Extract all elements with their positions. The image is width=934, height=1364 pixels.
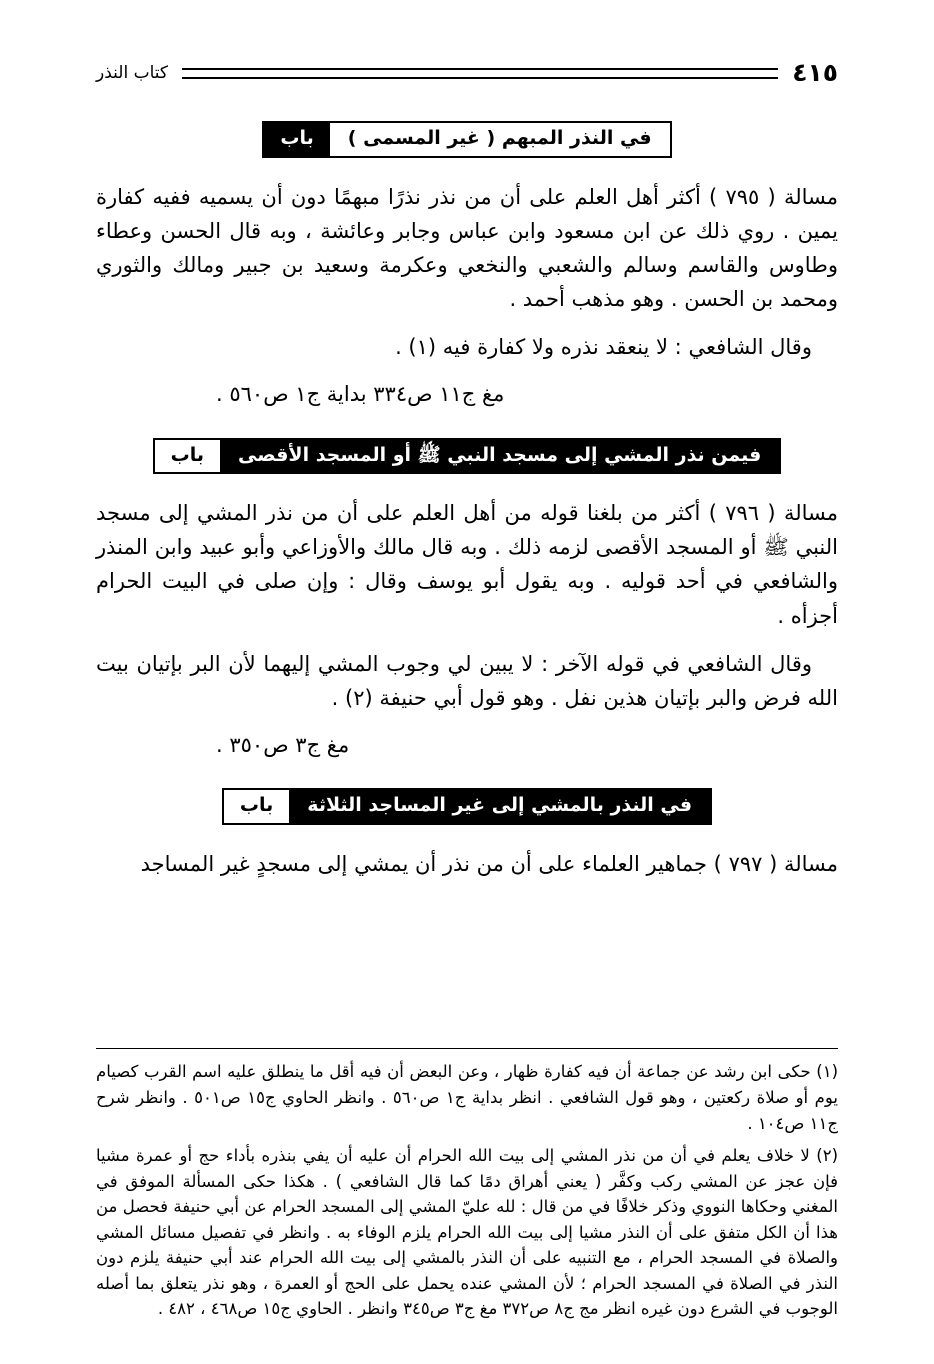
section-heading-2 <box>96 438 838 475</box>
section-heading-1-label: باب <box>264 123 329 156</box>
section-heading-3-label: باب <box>224 790 289 823</box>
section-2-paragraph-1: مسالة ( ٧٩٦ ) أكثر من بلغنا قوله من أهل العلم على أن من نذر المشي إلى مسجد النبي ﷺ أو المسجد الأقصى لزمه ذلك . وبه قال مالك والأوزاعي وأبو عبيد وابن المنذر والشافعي في أحد قوليه . وبه يقول أبو يوسف وقال : وإن صلى في البيت الحرام أجزأه . <box>96 501 838 628</box>
section-1-reference: مغ ج١١ ص٣٣٤ بداية ج١ ص٥٦٠ . <box>216 381 505 406</box>
footnote-1: (١) حكى ابن رشد عن جماعة أن فيه كفارة ظهار ، وعن البعض أن فيه أقل ما ينطلق عليه اسم القرب كصيام يوم أو صلاة ركعتين ، وهو قول الشافعي . انظر بداية ج١ ص٥٦٠ . وانظر الحاوي ج١٥ ص٥٠١ . وانظر شرح ج١١ ص١٠٤ . <box>96 1062 838 1133</box>
section-heading-2-text: فيمن نذر المشي إلى مسجد النبي ﷺ أو المسجد الأقصى <box>220 440 779 473</box>
section-heading-1 <box>96 121 838 158</box>
section-heading-1-text: في النذر المبهم ( غير المسمى ) <box>330 123 670 156</box>
section-3-paragraph-1: مسالة ( ٧٩٧ ) جماهير العلماء على أن من نذر أن يمشي إلى مسجدٍ غير المساجد <box>140 852 838 877</box>
page-header <box>96 60 838 87</box>
section-heading-3-text: في النذر بالمشي إلى غير المساجد الثلاثة <box>289 790 710 823</box>
header-divider-rule <box>182 68 778 79</box>
section-1-paragraph-1: مسالة ( ٧٩٥ ) أكثر أهل العلم على أن من نذر نذرًا مبهمًا دون أن يسميه ففيه كفارة يمين . روي ذلك عن ابن مسعود وابن عباس وجابر وعائشة ، وبه قال الحسن وعطاء وطاوس والقاسم وسالم والشعبي والنخعي وعكرمة وسعيد بن جبير ومالك والثوري ومحمد بن الحسن . وهو مذهب أحمد . <box>96 184 838 311</box>
page-number: ٤١٥ <box>792 58 838 87</box>
section-2-paragraph-2: وقال الشافعي في قوله الآخر : لا يبين لي وجوب المشي إليهما لأن البر بإتيان بيت الله فرض والبر بإتيان هذين نفل . وهو قول أبي حنيفة (٢) . <box>96 651 838 710</box>
footnotes-block <box>96 1048 838 1322</box>
section-heading-3 <box>96 788 838 825</box>
section-heading-2-label: باب <box>155 440 220 473</box>
book-title: كتاب النذر <box>96 63 168 83</box>
footnote-2: (٢) لا خلاف يعلم في أن من نذر المشي إلى بيت الله الحرام أن عليه أن يفي بنذره بأداء حج أو عمرة مشيا فإن عجز عن المشي ركب وكفَّر ( يعني أهراق دمًا كما قال الشافعي ) . هكذا حكى المسألة الموفق في المغني وحكاها النووي وذكر خلافًا في من قال : لله عليّ المشي إلى المسجد الحرام عن أبي حنيفة فحصل من هذا أن الكل متفق على أن النذر مشيا إلى بيت الله الحرام يلزم الوفاء به . وانظر في تفصيل مسائل المشي والصلاة في المسجد الحرام ، مع التنبيه على أن النذر بالمشي إلى بيت الله الحرام عند أبي حنيفة يلزم دون النذر في الصلاة في المسجد الحرام ؛ لأن المشي عنده يحمل على الحج أو العمرة ، وهو نذر يتعلق بما أصله الوجوب في الشرع دون غيره انظر مج ج٨ ص٣٧٢ مغ ج٣ ص٣٤٥ وانظر . الحاوي ج١٥ ص٤٦٨ ، ٤٨٢ . <box>96 1146 838 1319</box>
section-2-reference: مغ ج٣ ص٣٥٠ . <box>216 732 350 757</box>
section-1-paragraph-2: وقال الشافعي : لا ينعقد نذره ولا كفارة فيه (١) . <box>395 334 812 359</box>
